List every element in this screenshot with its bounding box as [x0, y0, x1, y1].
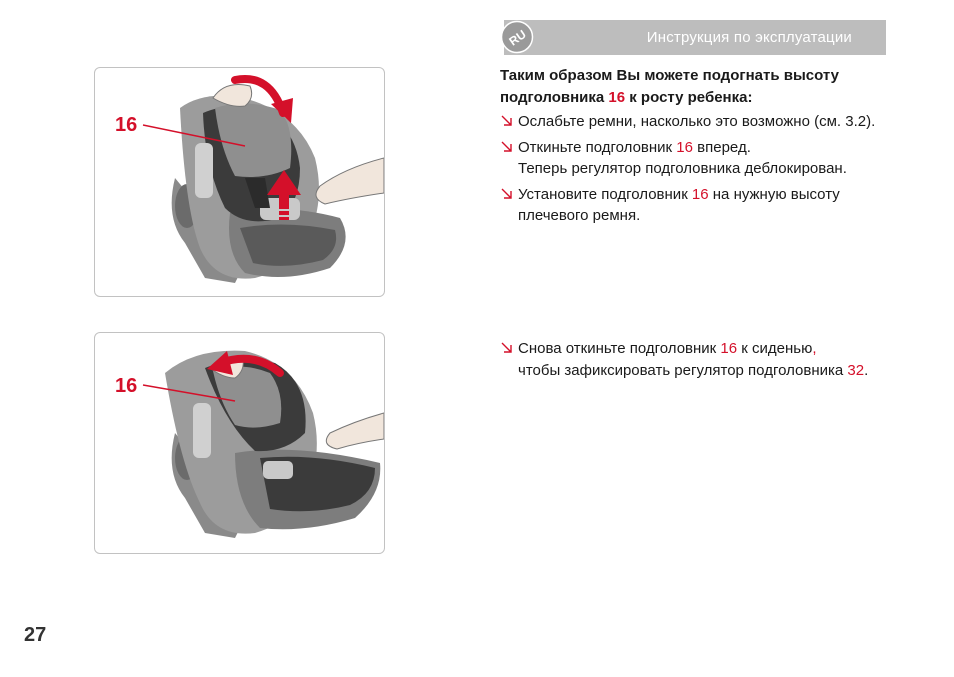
arrow-down-right-icon: [500, 341, 514, 355]
figure-headrest-lock: [94, 332, 385, 554]
step-4-ref-16: 16: [720, 340, 738, 357]
step-3-text: Установите подголовник: [518, 185, 692, 203]
step-4-ref-32: 32: [847, 361, 865, 379]
language-badge-label: RU: [506, 27, 529, 49]
header-title: Инструкция по эксплуатации: [646, 29, 852, 46]
step-4-text: Снова откиньте подголовник: [518, 340, 721, 357]
arrow-down-right-icon: [500, 114, 514, 128]
intro-text-end: к росту ребенка:: [625, 88, 753, 106]
car-seat-illustration-2: [95, 333, 384, 553]
step-2-text: Откиньте подголовник: [518, 138, 677, 156]
intro-ref-16: 16: [608, 88, 626, 106]
step-loosen-belts: [500, 111, 892, 133]
car-seat-illustration-1: [95, 68, 384, 296]
language-badge: [500, 20, 534, 54]
figure-headrest-release: [94, 67, 385, 297]
step-1-text: Ослабьте ремни, насколько это возможно (см. 3.2).: [518, 113, 876, 130]
header-bar: [504, 20, 886, 55]
page-number: 27: [24, 624, 47, 646]
steps-block-2: [500, 338, 892, 385]
arrow-down-right-icon: [500, 140, 514, 154]
arrow-down-right-icon: [500, 187, 514, 201]
step-tilt-headrest: [500, 137, 892, 180]
intro-heading: [500, 65, 892, 108]
step-set-height: [500, 184, 892, 227]
step-2-text-end: вперед.: [692, 138, 751, 156]
step-4-comma: ,: [812, 340, 817, 357]
intro-text: Таким образом Вы можете подогнать высоту подголовника: [500, 67, 839, 106]
step-4-end: .: [864, 361, 869, 379]
step-4-text-line2: чтобы зафиксировать регулятор подголовника: [518, 361, 848, 379]
step-lock-headrest: [500, 338, 892, 381]
step-3-text-end: на нужную высоту плечевого ремня.: [518, 185, 840, 224]
step-4-text-mid: к сиденью: [737, 340, 813, 357]
callout-16-figure-1: 16: [115, 114, 138, 136]
step-2-note: Теперь регулятор подголовника деблокирован.: [518, 160, 847, 177]
steps-block-1: [500, 111, 892, 231]
callout-16-figure-2: 16: [115, 375, 138, 397]
step-2-ref-16: 16: [676, 138, 693, 156]
step-3-ref-16: 16: [691, 185, 709, 203]
